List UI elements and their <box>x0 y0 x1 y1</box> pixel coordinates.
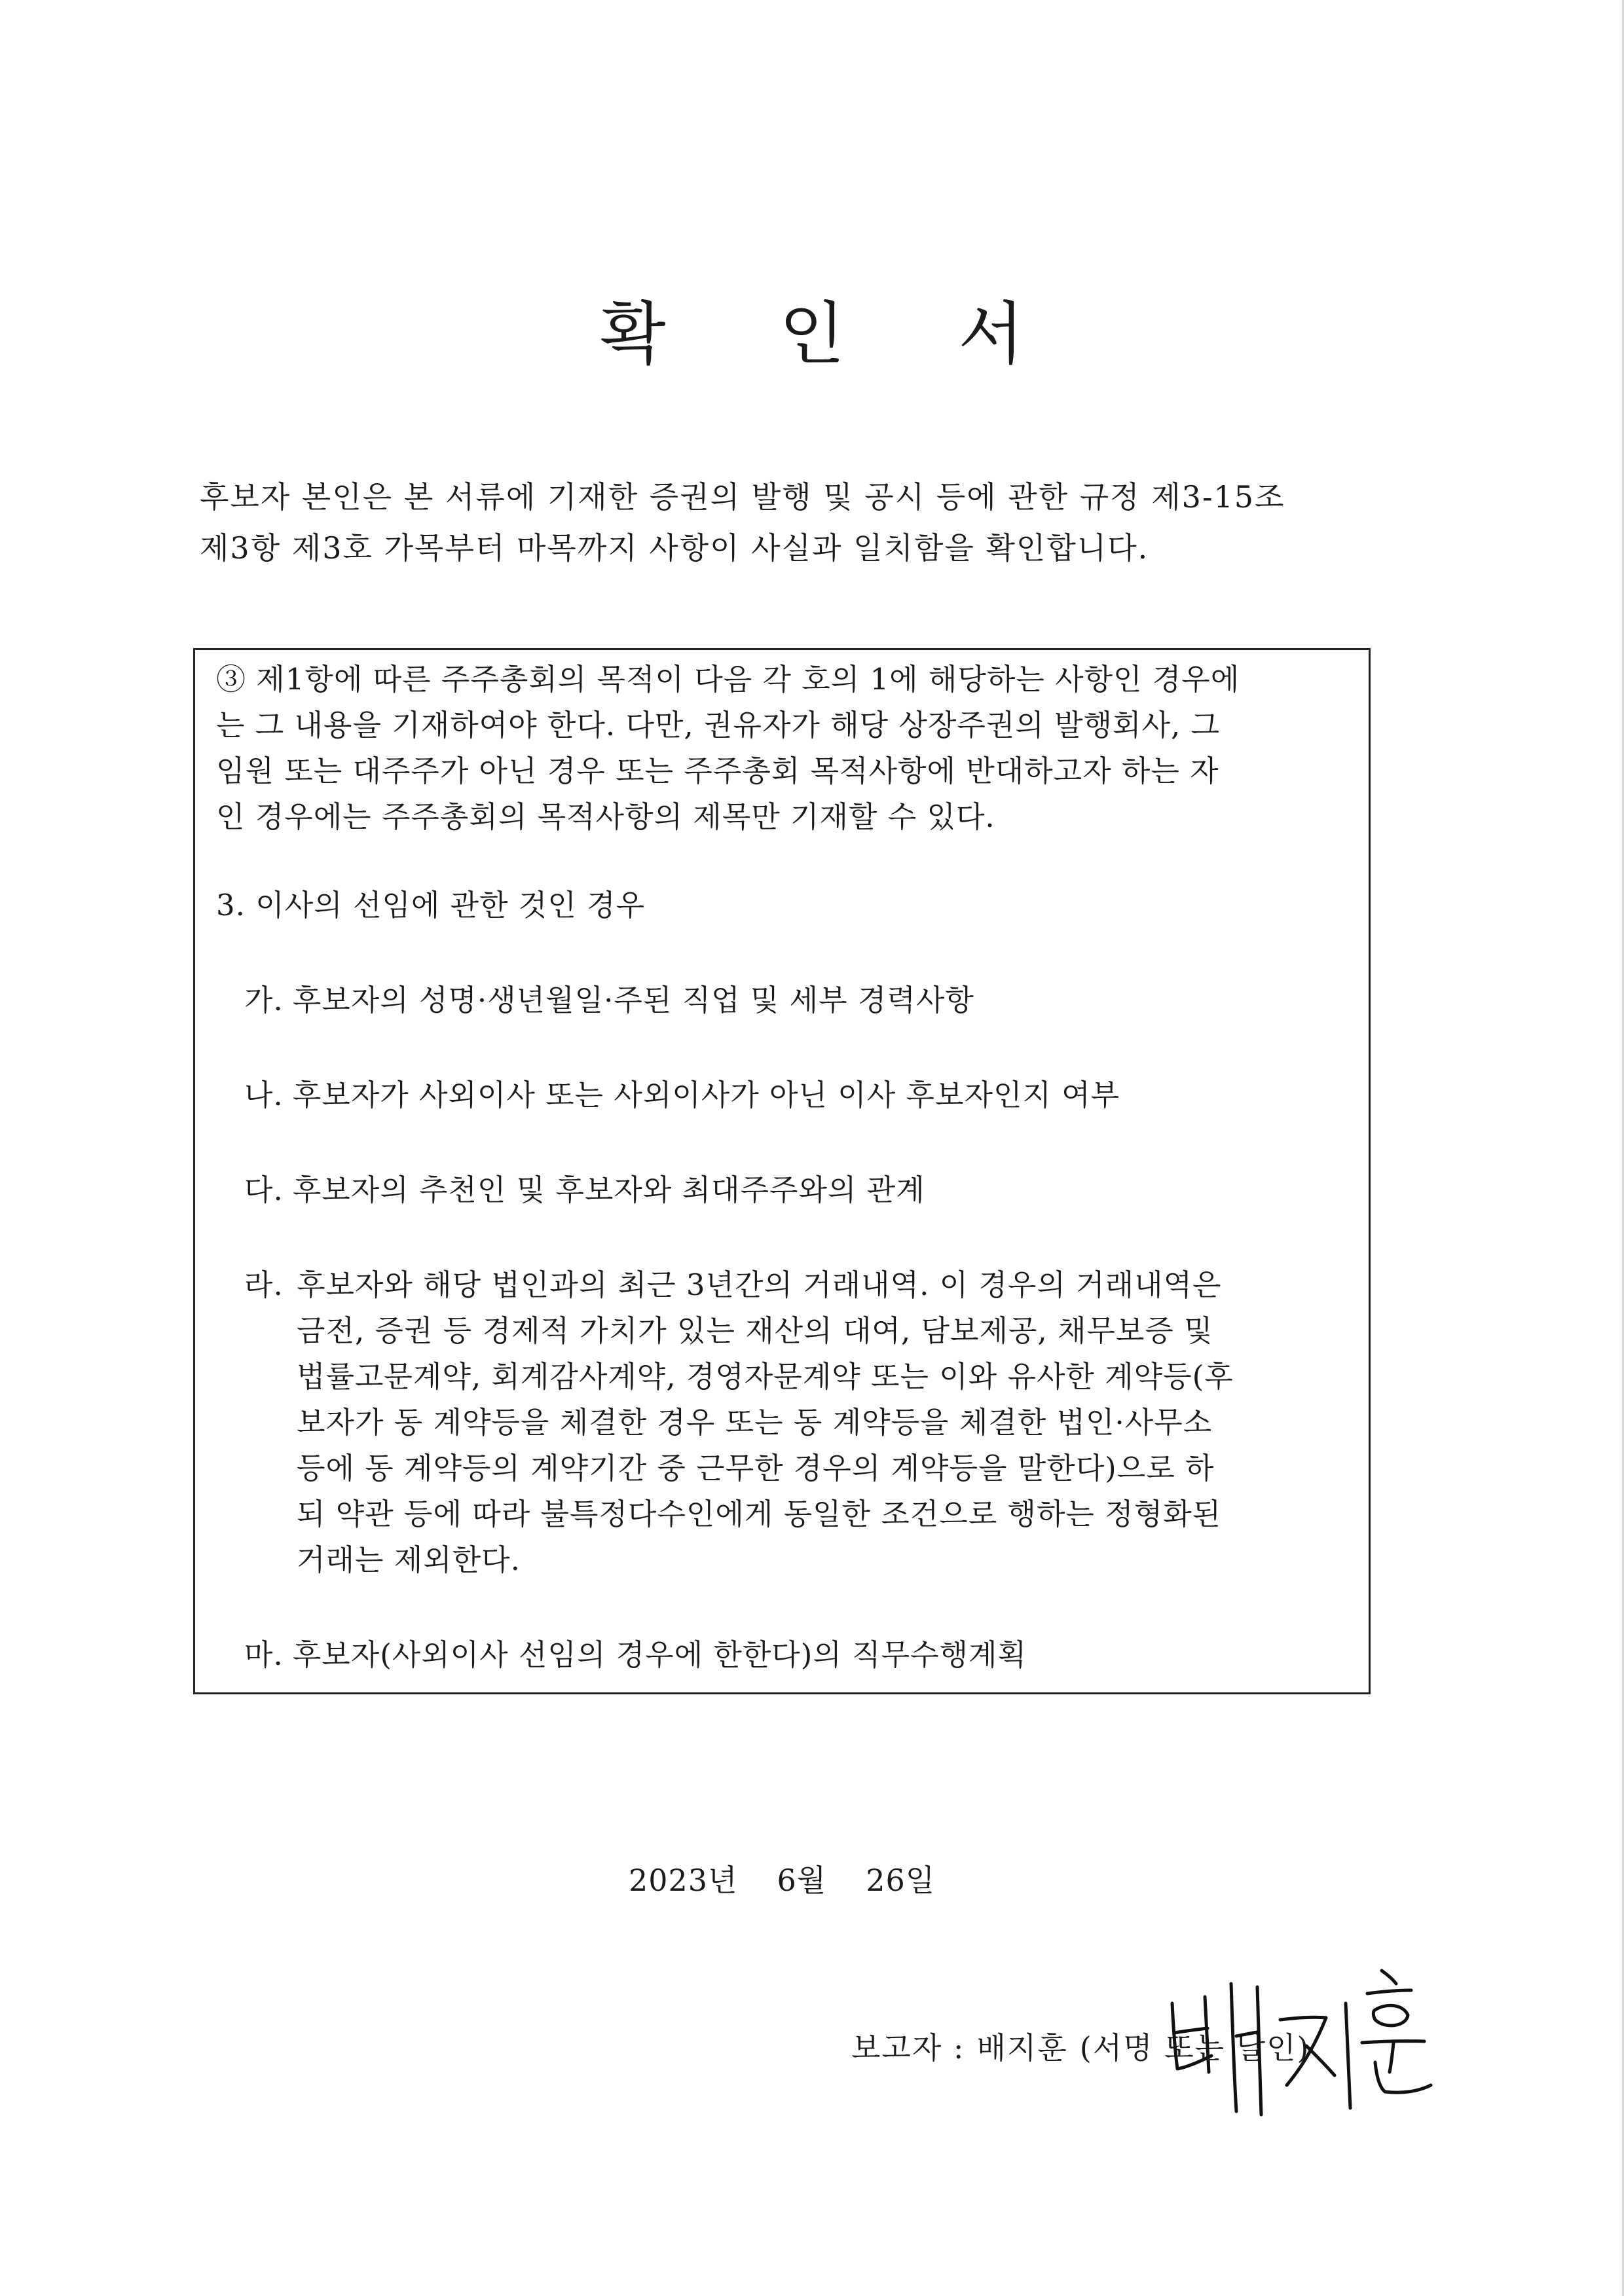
item-marker: 다. <box>244 1173 284 1207</box>
intro-line: 제3항 제3호 가목부터 마목까지 사항이 사실과 일치함을 확인합니다. <box>200 530 1149 566</box>
item-text: 후보자의 성명·생년월일·주된 직업 및 세부 경력사항 <box>292 983 974 1017</box>
item-text-block <box>297 1262 1234 1583</box>
intro-text <box>200 471 1385 574</box>
item-text-line: 후보자와 해당 법인과의 최근 3년간의 거래내역. 이 경우의 거래내역은 <box>297 1267 1222 1302</box>
item-marker: 나. <box>244 1078 284 1112</box>
item-text-line: 되 약관 등에 따라 불특정다수인에게 동일한 조건으로 행하는 정형화된 <box>297 1497 1222 1531</box>
intro-line: 후보자 본인은 본 서류에 기재한 증권의 발행 및 공시 등에 관한 규정 제3-15조 <box>200 479 1285 515</box>
sign-note: (서명 또는 날인) <box>1079 2030 1310 2066</box>
paragraph-line: ③ 제1항에 따른 주주총회의 목적이 다음 각 호의 1에 해당하는 사항인 경우에 <box>216 662 1240 697</box>
item-marker: 가. <box>244 983 284 1017</box>
reporter-label: 보고자 : <box>851 2030 965 2066</box>
paragraph-line: 인 경우에는 주주총회의 목적사항의 제목만 기재할 수 있다. <box>216 799 995 834</box>
item-text-line: 거래는 제외한다. <box>297 1542 521 1577</box>
date-day: 26일 <box>866 1863 936 1898</box>
item-text: 후보자가 사외이사 또는 사외이사가 아닌 이사 후보자인지 여부 <box>292 1078 1120 1112</box>
list-item-na <box>244 1072 1120 1118</box>
item-marker: 라. <box>244 1267 284 1302</box>
item-marker: 마. <box>244 1637 284 1672</box>
list-item-ma <box>244 1632 1027 1678</box>
item-3-heading: 3. 이사의 선임에 관한 것인 경우 <box>216 888 646 922</box>
item-text: 후보자의 추천인 및 후보자와 최대주주와의 관계 <box>292 1173 925 1207</box>
document-date <box>629 1857 935 1900</box>
date-year: 2023년 <box>629 1863 738 1898</box>
item-text-line: 금전, 증권 등 경제적 가치가 있는 재산의 대여, 담보제공, 채무보증 및 <box>297 1313 1213 1348</box>
item-text: 후보자(사외이사 선임의 경우에 한한다)의 직무수행계획 <box>292 1637 1027 1672</box>
regulation-excerpt-box <box>193 648 1371 1694</box>
list-item-da <box>244 1167 925 1213</box>
document-title: 확 인 서 <box>600 294 1070 374</box>
date-month: 6월 <box>777 1863 827 1898</box>
reporter-name: 배지훈 <box>976 2030 1068 2066</box>
item-text-line: 법률고문계약, 회계감사계약, 경영자문계약 또는 이와 유사한 계약등(후 <box>297 1359 1234 1394</box>
item-text-line: 보자가 동 계약등을 체결한 경우 또는 동 계약등을 체결한 법인·사무소 <box>297 1405 1213 1440</box>
regulation-paragraph <box>216 657 1356 840</box>
item-text-line: 등에 동 계약등의 계약기간 중 근무한 경우의 계약등을 말한다)으로 하 <box>297 1451 1215 1485</box>
paragraph-line: 임원 또는 대주주가 아닌 경우 또는 주주총회 목적사항에 반대하고자 하는 자 <box>216 754 1219 788</box>
paragraph-line: 는 그 내용을 기재하여야 한다. 다만, 권유자가 해당 상장주권의 발행회사, 그 <box>216 708 1221 742</box>
list-item-ga <box>244 977 974 1023</box>
handwritten-signature <box>1159 1958 1434 2121</box>
